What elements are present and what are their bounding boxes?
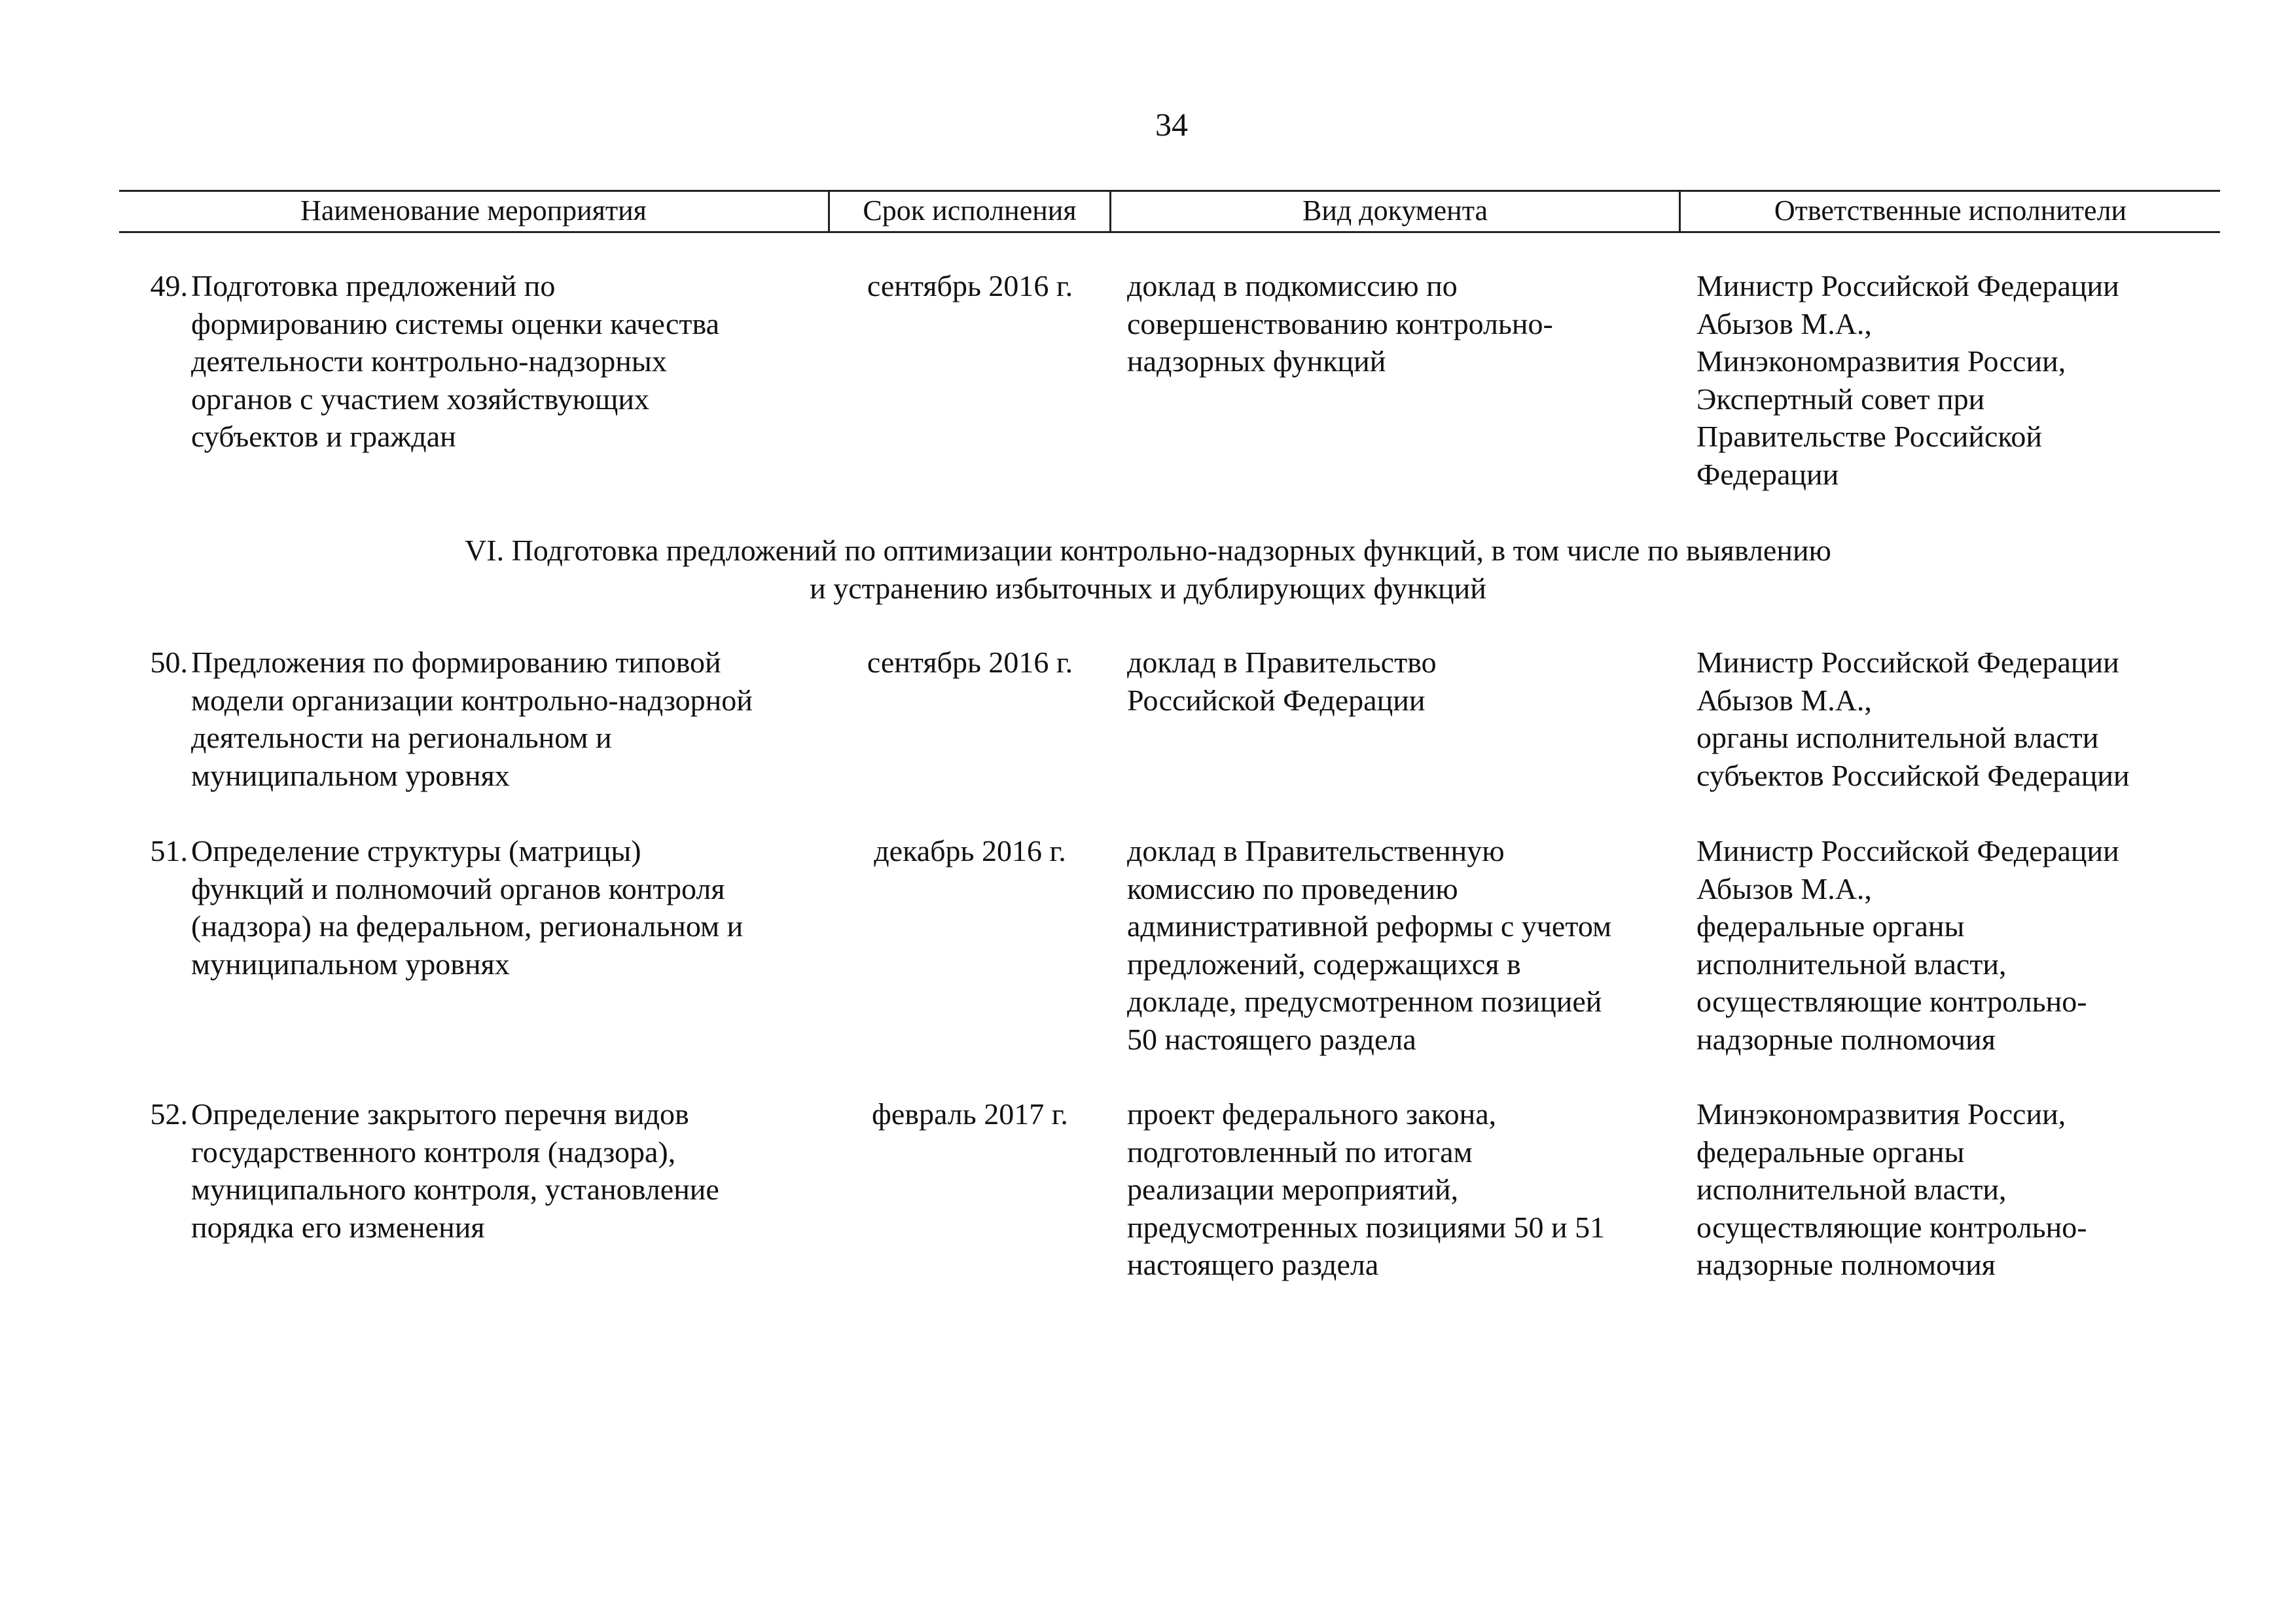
row-name: Предложения по формированию типовой модели организации контрольно-надзорной деятельности на региональном и муниципальном уровнях — [191, 646, 753, 792]
table-header — [119, 190, 2220, 233]
row-responsible: Министр Российской Федерации Абызов М.А., органы исполнительной власти субъектов Российской Федерации — [1696, 646, 2130, 792]
row-term: сентябрь 2016 г. — [867, 646, 1073, 679]
row-document: доклад в Правительство Российской Федерации — [1127, 646, 1437, 717]
row-responsible: Минэкономразвития России, федеральные органы исполнительной власти, осуществляющие контрольно- надзорные полномочия — [1696, 1097, 2087, 1281]
row-term: декабрь 2016 г. — [874, 834, 1066, 867]
header-document: Вид документа — [1111, 192, 1681, 231]
row-number: 49. — [150, 269, 188, 302]
row-responsible: Министр Российской Федерации Абызов М.А., федеральные органы исполнительной власти, осуществляющие контрольно- надзорные полномочия — [1696, 834, 2119, 1056]
row-responsible: Министр Российской Федерации Абызов М.А., Минэкономразвития России, Экспертный совет при Правительстве Российской Федерации — [1696, 269, 2119, 491]
row-number: 50. — [150, 646, 188, 679]
header-name: Наименование мероприятия — [119, 192, 830, 231]
row-name: Определение закрытого перечня видов государственного контроля (надзора), муниципального контроля, установление порядка его изменения — [191, 1097, 719, 1244]
row-document: доклад в подкомиссию по совершенствованию контрольно- надзорных функций — [1127, 269, 1553, 378]
row-term: сентябрь 2016 г. — [867, 269, 1073, 302]
section-title: VI. Подготовка предложений по оптимизации контрольно-надзорных функций, в том числе по выявлению и устранению избыточных и дублирующих функций — [465, 534, 1831, 605]
row-number: 52. — [150, 1097, 188, 1131]
header-responsible: Ответственные исполнители — [1774, 194, 2127, 227]
row-document: проект федерального закона, подготовленный по итогам реализации мероприятий, предусмотренных позициями 50 и 51 настоящего раздела — [1127, 1097, 1605, 1281]
page-number: 34 — [1155, 106, 1188, 143]
row-term: февраль 2017 г. — [872, 1097, 1068, 1131]
row-name: Подготовка предложений по формированию системы оценки качества деятельности контрольно-надзорных органов с участием хозяйствующих субъектов и граждан — [191, 269, 720, 453]
row-document: доклад в Правительственную комиссию по проведению административной реформы с учетом предложений, содержащихся в докладе, предусмотренном позицией 50 настоящего раздела — [1127, 834, 1612, 1056]
header-term: Срок исполнения — [830, 192, 1111, 231]
row-name: Определение структуры (матрицы) функций и полномочий органов контроля (надзора) на федеральном, региональном и муниципальном уровнях — [191, 834, 744, 981]
row-number: 51. — [150, 834, 188, 867]
